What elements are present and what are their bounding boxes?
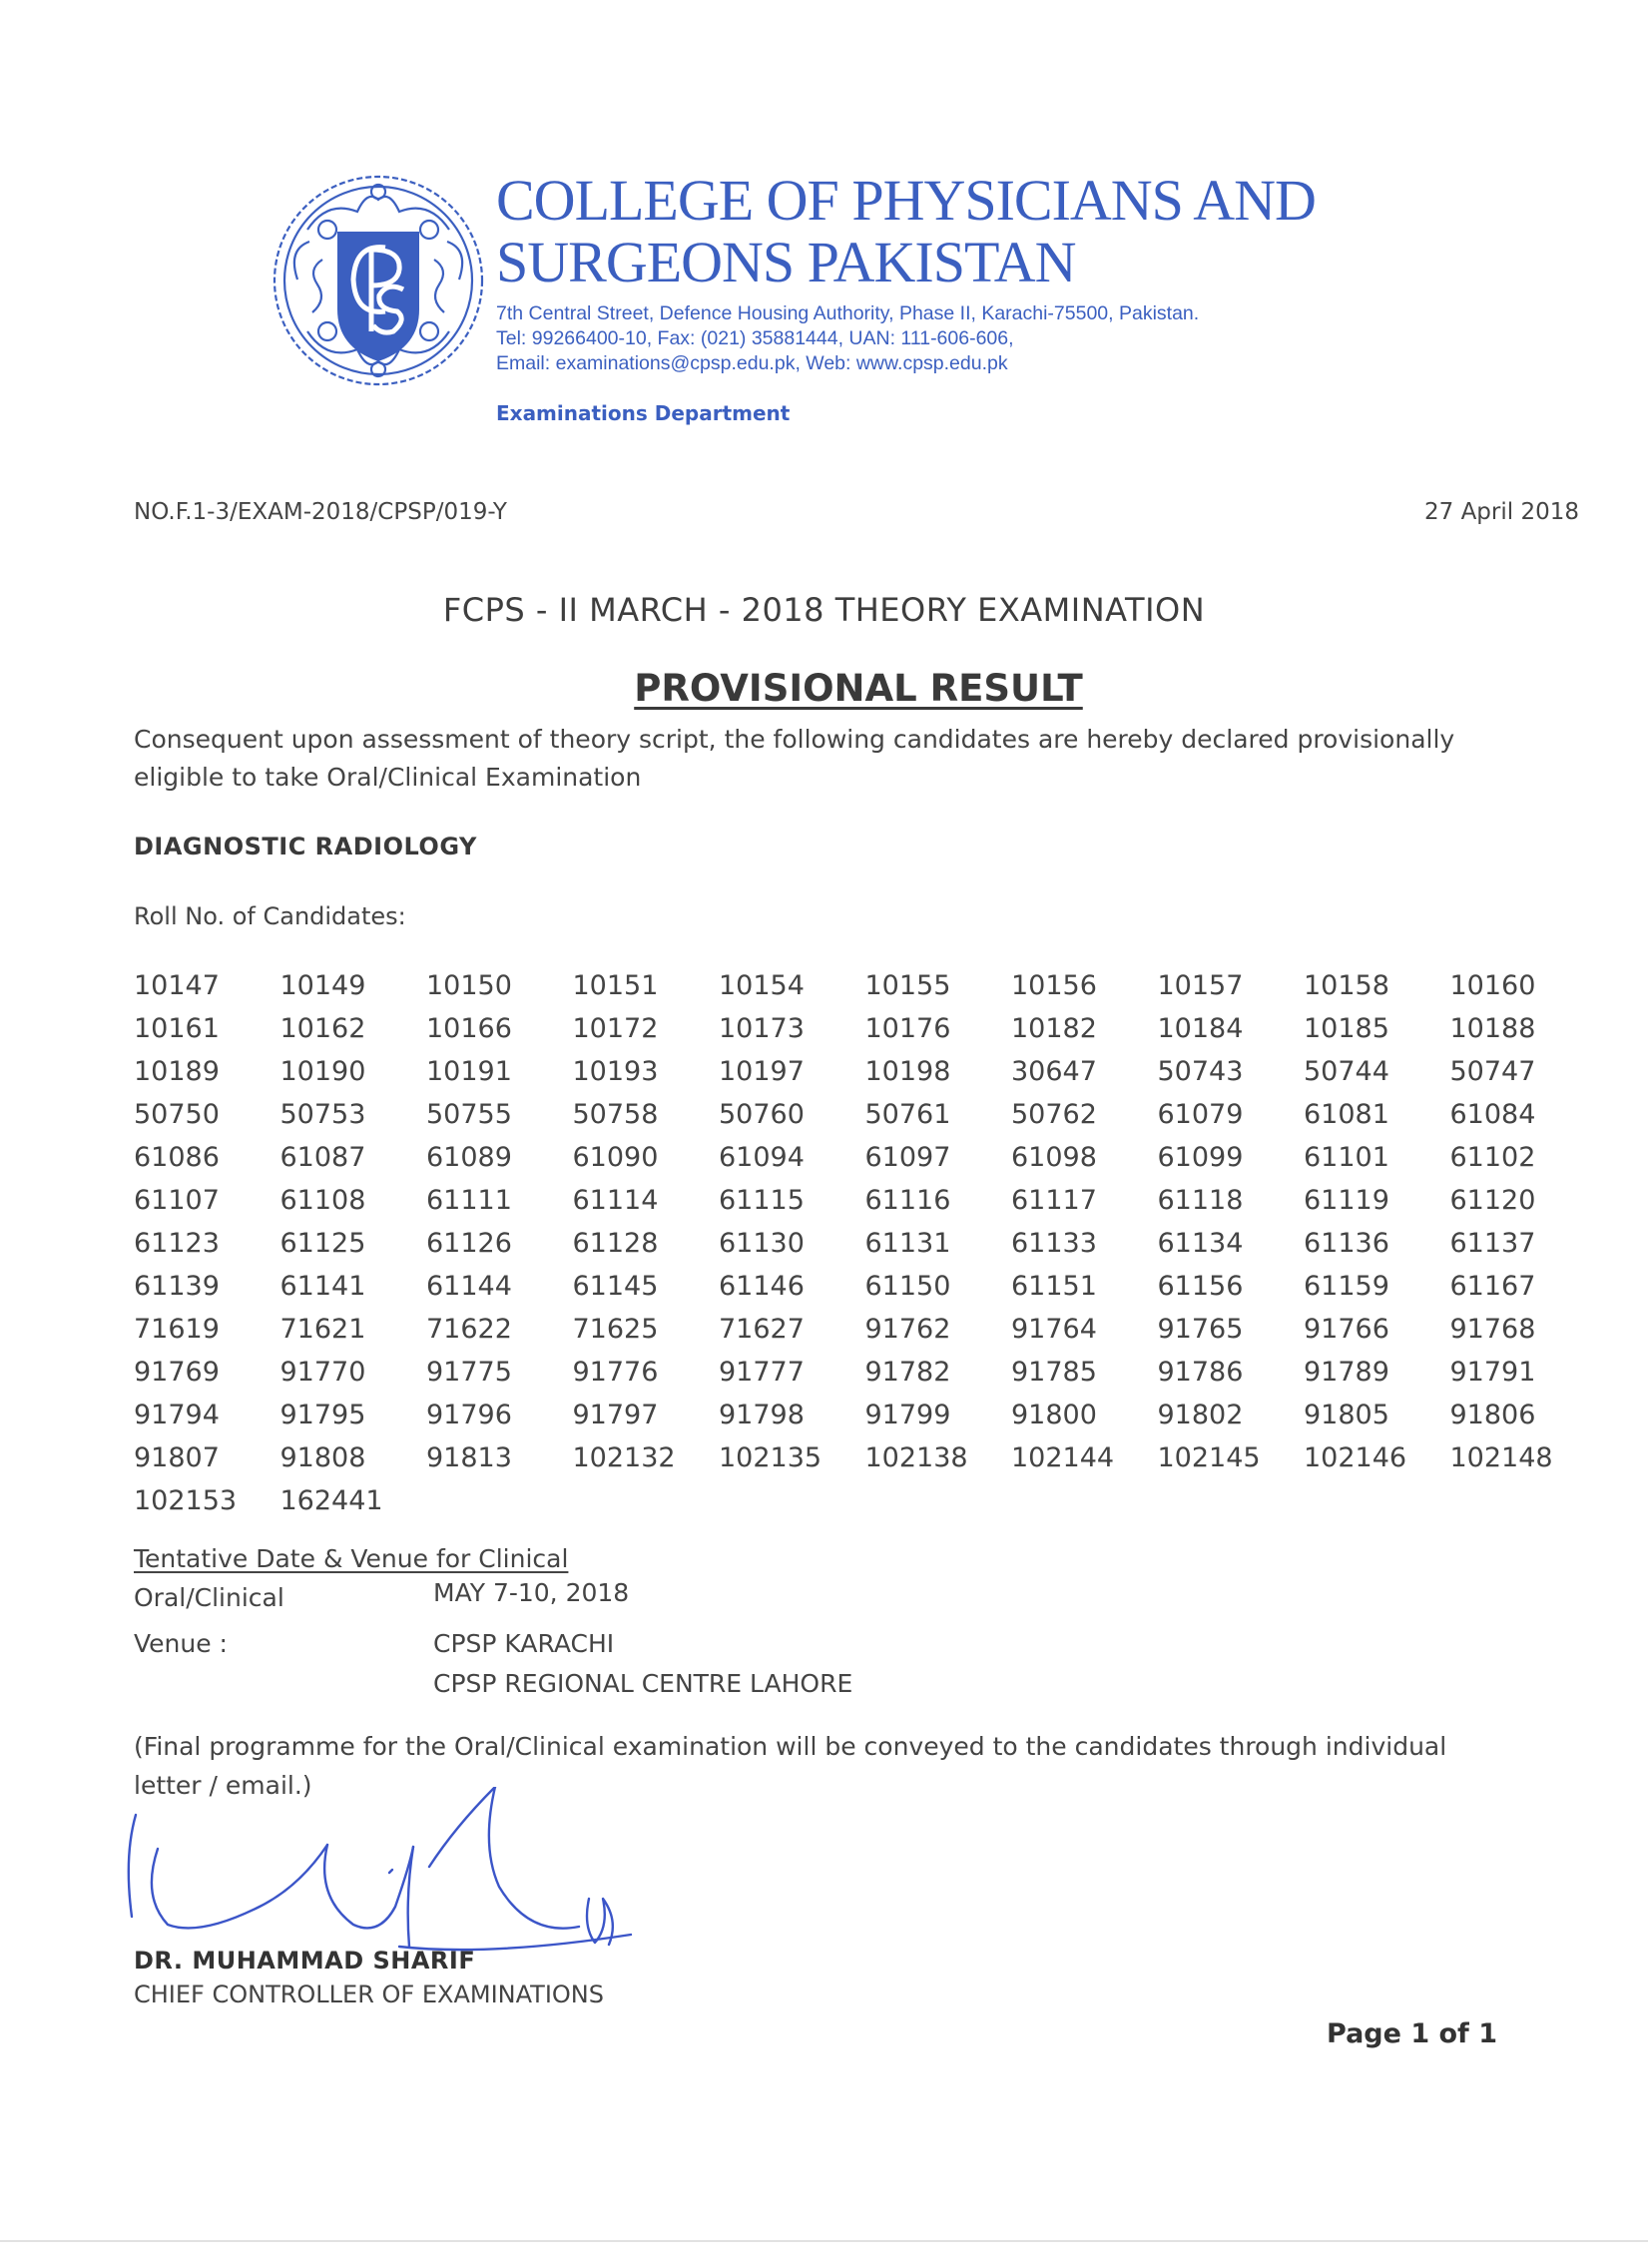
roll-number: 91807 (134, 1442, 220, 1473)
roll-number: 61119 (1304, 1185, 1389, 1216)
roll-number: 61114 (572, 1185, 659, 1216)
specialty-heading: DIAGNOSTIC RADIOLOGY (134, 833, 477, 860)
roll-row (134, 964, 1561, 1007)
roll-number: 102146 (1304, 1442, 1407, 1473)
roll-row (134, 1436, 1561, 1479)
roll-number: 61167 (1449, 1271, 1536, 1302)
roll-number: 10147 (134, 970, 220, 1001)
roll-number: 91770 (279, 1357, 366, 1388)
oral-clinical-date: MAY 7-10, 2018 (433, 1578, 630, 1607)
roll-number: 61146 (719, 1271, 805, 1302)
roll-number: 71619 (134, 1314, 220, 1345)
roll-number: 50758 (572, 1099, 659, 1130)
oral-clinical-label: Oral/Clinical (134, 1583, 284, 1612)
roll-number: 10151 (572, 970, 659, 1001)
roll-number: 91786 (1157, 1357, 1244, 1388)
roll-number: 30647 (1011, 1056, 1097, 1087)
roll-number: 61131 (864, 1228, 951, 1259)
roll-number: 91805 (1304, 1400, 1389, 1430)
roll-number: 71627 (719, 1314, 805, 1345)
roll-number: 10185 (1304, 1013, 1389, 1044)
reference-number: NO.F.1-3/EXAM-2018/CPSP/019-Y (134, 499, 507, 525)
roll-number: 102138 (864, 1442, 968, 1473)
roll-row (134, 1007, 1561, 1050)
roll-number: 102145 (1157, 1442, 1261, 1473)
roll-number: 61118 (1157, 1185, 1244, 1216)
roll-number: 61084 (1449, 1099, 1536, 1130)
roll-row (134, 1265, 1561, 1308)
roll-number: 50761 (864, 1099, 951, 1130)
roll-number: 50760 (719, 1099, 805, 1130)
roll-number: 91775 (426, 1357, 512, 1388)
cpsp-logo (268, 170, 489, 391)
venue-heading: Tentative Date & Venue for Clinical (134, 1544, 569, 1573)
roll-number: 50762 (1011, 1099, 1097, 1130)
roll-number: 61141 (279, 1271, 366, 1302)
roll-number: 10189 (134, 1056, 220, 1087)
roll-number: 10173 (719, 1013, 805, 1044)
roll-row (134, 1179, 1561, 1222)
roll-number: 10190 (279, 1056, 366, 1087)
venue-location: CPSP KARACHI (433, 1629, 615, 1658)
venue-location: CPSP REGIONAL CENTRE LAHORE (433, 1669, 853, 1698)
roll-number: 10176 (864, 1013, 951, 1044)
roll-number: 61128 (572, 1228, 659, 1259)
roll-number: 91813 (426, 1442, 512, 1473)
email-web-line: Email: examinations@cpsp.edu.pk, Web: www.cpsp.edu.pk (496, 352, 1008, 374)
roll-number: 10149 (279, 970, 366, 1001)
roll-number: 61159 (1304, 1271, 1389, 1302)
venue-label: Venue : (134, 1629, 228, 1658)
roll-number: 71622 (426, 1314, 512, 1345)
exam-title: FCPS - II MARCH - 2018 THEORY EXAMINATION (442, 591, 1206, 629)
roll-number: 91808 (279, 1442, 366, 1473)
roll-number: 10182 (1011, 1013, 1097, 1044)
roll-number: 61125 (279, 1228, 366, 1259)
college-name-line1: COLLEGE OF PHYSICIANS AND (496, 168, 1316, 233)
roll-row (134, 1050, 1561, 1093)
roll-number: 10154 (719, 970, 805, 1001)
roll-number: 61111 (426, 1185, 512, 1216)
bottom-divider (0, 2240, 1648, 2242)
roll-number: 10157 (1157, 970, 1244, 1001)
roll-number: 61089 (426, 1142, 512, 1173)
roll-number: 91785 (1011, 1357, 1097, 1388)
roll-number: 10198 (864, 1056, 951, 1087)
roll-number: 61134 (1157, 1228, 1244, 1259)
roll-number: 50744 (1304, 1056, 1389, 1087)
roll-number: 102144 (1011, 1442, 1115, 1473)
roll-number: 91798 (719, 1400, 805, 1430)
letter-date: 27 April 2018 (1424, 499, 1579, 525)
roll-number: 10161 (134, 1013, 220, 1044)
roll-number: 61151 (1011, 1271, 1097, 1302)
roll-number: 50755 (426, 1099, 512, 1130)
roll-number: 91795 (279, 1400, 366, 1430)
roll-number: 91762 (864, 1314, 951, 1345)
roll-number: 61137 (1449, 1228, 1536, 1259)
roll-number: 61117 (1011, 1185, 1097, 1216)
roll-number: 10156 (1011, 970, 1097, 1001)
page-number: Page 1 of 1 (1327, 2018, 1497, 2049)
roll-number: 10188 (1449, 1013, 1536, 1044)
roll-row (134, 1093, 1561, 1136)
roll-row (134, 1136, 1561, 1179)
address-line: 7th Central Street, Defence Housing Authority, Phase II, Karachi-75500, Pakistan. (496, 302, 1200, 324)
roll-number: 61090 (572, 1142, 659, 1173)
roll-number: 91796 (426, 1400, 512, 1430)
roll-number: 61086 (134, 1142, 220, 1173)
roll-number: 50750 (134, 1099, 220, 1130)
roll-number: 10150 (426, 970, 512, 1001)
roll-number: 61101 (1304, 1142, 1389, 1173)
roll-number: 61139 (134, 1271, 220, 1302)
roll-number: 91769 (134, 1357, 220, 1388)
roll-numbers-label: Roll No. of Candidates: (134, 902, 406, 930)
roll-number: 10191 (426, 1056, 512, 1087)
final-note-line: (Final programme for the Oral/Clinical examination will be conveyed to the candidates through individual (134, 1732, 1447, 1761)
roll-row (134, 1351, 1561, 1394)
roll-number: 10158 (1304, 970, 1389, 1001)
roll-number: 61097 (864, 1142, 951, 1173)
roll-number: 61108 (279, 1185, 366, 1216)
intro-line: eligible to take Oral/Clinical Examination (134, 763, 642, 792)
roll-number: 61133 (1011, 1228, 1097, 1259)
intro-line: Consequent upon assessment of theory script, the following candidates are hereby declared provisionally (134, 725, 1455, 754)
roll-number: 61107 (134, 1185, 220, 1216)
roll-number: 50743 (1157, 1056, 1244, 1087)
college-address (496, 301, 1199, 376)
roll-number: 61094 (719, 1142, 805, 1173)
roll-number: 61102 (1449, 1142, 1536, 1173)
roll-number: 91776 (572, 1357, 659, 1388)
roll-number: 91794 (134, 1400, 220, 1430)
roll-number: 91799 (864, 1400, 951, 1430)
roll-number: 91791 (1449, 1357, 1536, 1388)
roll-number: 61150 (864, 1271, 951, 1302)
roll-number: 91768 (1449, 1314, 1536, 1345)
roll-number: 61115 (719, 1185, 805, 1216)
roll-row (134, 1394, 1561, 1436)
roll-number: 102153 (134, 1485, 238, 1516)
roll-number: 50753 (279, 1099, 366, 1130)
roll-number: 61120 (1449, 1185, 1536, 1216)
roll-number: 61136 (1304, 1228, 1389, 1259)
roll-number: 61099 (1157, 1142, 1244, 1173)
roll-number: 102148 (1449, 1442, 1553, 1473)
roll-number: 61098 (1011, 1142, 1097, 1173)
roll-number: 61116 (864, 1185, 951, 1216)
signer-title: CHIEF CONTROLLER OF EXAMINATIONS (134, 1981, 604, 2008)
roll-number: 61087 (279, 1142, 366, 1173)
venue-locations (433, 1624, 1232, 1704)
roll-number: 71621 (279, 1314, 366, 1345)
roll-number: 61079 (1157, 1099, 1244, 1130)
roll-number: 10160 (1449, 970, 1536, 1001)
roll-number: 102132 (572, 1442, 676, 1473)
roll-number: 10166 (426, 1013, 512, 1044)
roll-number: 50747 (1449, 1056, 1536, 1087)
roll-row (134, 1308, 1561, 1351)
roll-number: 91766 (1304, 1314, 1389, 1345)
roll-number: 10197 (719, 1056, 805, 1087)
department-name: Examinations Department (496, 401, 791, 425)
roll-number: 10193 (572, 1056, 659, 1087)
roll-number: 102135 (719, 1442, 823, 1473)
roll-number: 61126 (426, 1228, 512, 1259)
signer-name: DR. MUHAMMAD SHARIF (134, 1947, 476, 1975)
roll-number: 61123 (134, 1228, 220, 1259)
roll-number: 91797 (572, 1400, 659, 1430)
roll-number: 91764 (1011, 1314, 1097, 1345)
roll-row (134, 1479, 1561, 1522)
roll-number: 91765 (1157, 1314, 1244, 1345)
roll-number: 10162 (279, 1013, 366, 1044)
roll-row (134, 1222, 1561, 1265)
roll-number: 91789 (1304, 1357, 1389, 1388)
roll-number: 91802 (1157, 1400, 1244, 1430)
roll-number: 91777 (719, 1357, 805, 1388)
roll-number: 10172 (572, 1013, 659, 1044)
college-name (496, 168, 1316, 295)
contact-line: Tel: 99266400-10, Fax: (021) 35881444, UAN: 111-606-606, (496, 327, 1014, 349)
roll-number: 61144 (426, 1271, 512, 1302)
roll-number: 91806 (1449, 1400, 1536, 1430)
roll-number: 10184 (1157, 1013, 1244, 1044)
roll-number: 61130 (719, 1228, 805, 1259)
college-name-line2: SURGEONS PAKISTAN (496, 230, 1076, 294)
roll-number: 91782 (864, 1357, 951, 1388)
roll-number: 61081 (1304, 1099, 1389, 1130)
roll-number: 91800 (1011, 1400, 1097, 1430)
roll-number: 61156 (1157, 1271, 1244, 1302)
roll-number: 61145 (572, 1271, 659, 1302)
roll-number: 10155 (864, 970, 951, 1001)
intro-paragraph (134, 721, 1551, 797)
result-title: PROVISIONAL RESULT (634, 667, 1083, 710)
roll-number: 162441 (279, 1485, 383, 1516)
roll-number: 71625 (572, 1314, 659, 1345)
roll-numbers-grid (134, 964, 1561, 1522)
final-note-line: letter / email.) (134, 1771, 312, 1800)
